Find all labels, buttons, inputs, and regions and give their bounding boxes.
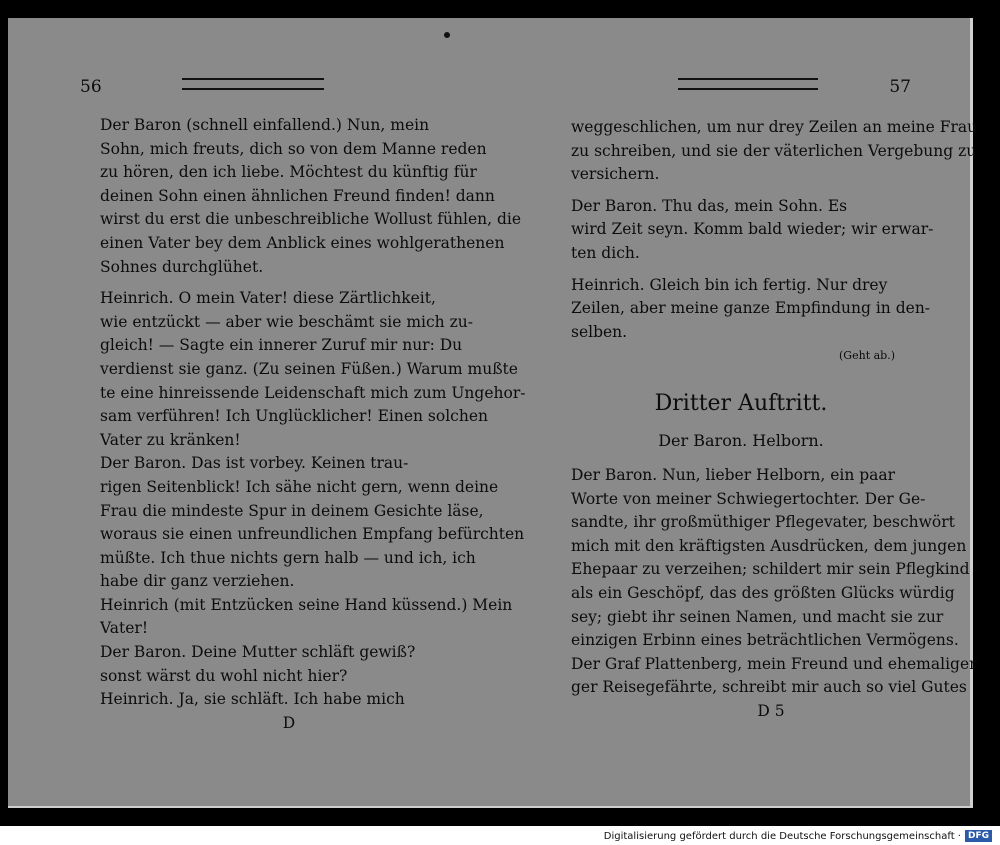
text-line: Heinrich. Ja, sie schläft. Ich habe mich [100, 690, 405, 709]
text-line: Heinrich (mit Entzücken seine Hand küssend.) Mein [100, 595, 513, 614]
right-header-rule [678, 78, 818, 90]
text-line: zu hören, den ich liebe. Möchtest du künftig für [100, 163, 477, 182]
signature-mark: D [282, 713, 296, 732]
left-page-number: 56 [80, 77, 102, 97]
book-spread [8, 18, 978, 808]
text-line: Vater! [100, 619, 149, 638]
left-page-text [100, 114, 526, 735]
text-line: woraus sie einen unfreundlichen Empfang befürchten [100, 525, 525, 544]
dfg-logo: DFG [965, 830, 992, 842]
text-line: weggeschlichen, um nur drey Zeilen an meine Frau [571, 118, 978, 136]
text-line: Zeilen, aber meine ganze Empfindung in den- [571, 299, 931, 318]
text-line: rigen Seitenblick! Ich sähe nicht gern, wenn deine [100, 477, 499, 496]
text-line: ger Reisegefährte, schreibt mir auch so viel Gutes [571, 678, 967, 697]
text-line: habe dir ganz verziehen. [100, 572, 295, 591]
text-line: ten dich. [571, 243, 640, 262]
text-line: Heinrich. O mein Vater! diese Zärtlichkeit, [100, 289, 436, 308]
right-page [566, 18, 978, 806]
text-line: Heinrich. Gleich bin ich fertig. Nur drey [571, 275, 888, 294]
text-line: verdienst sie ganz. (Zu seinen Füßen.) Warum mußte [100, 359, 518, 378]
text-line: selben. [571, 322, 628, 341]
text-line: müßte. Ich thue nichts gern halb — und ich, ich [100, 548, 476, 567]
text-line: Der Baron. Nun, lieber Helborn, ein paar [571, 465, 896, 484]
text-line: Der Graf Plattenberg, mein Freund und ehemaliger [571, 654, 977, 673]
text-line: sandte, ihr großmüthiger Pflegevater, beschwört [571, 513, 955, 532]
text-line: sonst wärst du wohl nicht hier? [100, 666, 348, 685]
text-line: einzigen Erbinn eines beträchtlichen Vermögens. [571, 631, 959, 650]
text-line: zu schreiben, und sie der väterlichen Vergebung zu [571, 141, 977, 160]
left-page [80, 18, 526, 806]
text-line: sam verführen! Ich Unglücklicher! Einen solchen [100, 407, 488, 426]
text-line: te eine hinreissende Leidenschaft mich zum Ungehor- [100, 383, 526, 402]
signature-mark: D 5 [757, 701, 785, 720]
text-line: wirst du erst die unbeschreibliche Wollust fühlen, die [100, 210, 522, 229]
text-line: Der Baron. Das ist vorbey. Keinen trau- [100, 454, 409, 473]
text-line: Der Baron. Thu das, mein Sohn. Es [571, 196, 848, 215]
text-line: Der Baron (schnell einfallend.) Nun, mein [100, 116, 430, 134]
text-line: Sohnes durchglühet. [100, 257, 264, 276]
right-page-number: 57 [889, 77, 911, 97]
footer-credit [604, 830, 992, 842]
ornament-mark [444, 32, 450, 38]
text-line: sey; giebt ihr seinen Namen, und macht sie zur [571, 607, 944, 626]
scene-title: Dritter Auftritt. [654, 390, 828, 416]
text-line: wird Zeit seyn. Komm bald wieder; wir erwar- [571, 220, 934, 239]
text-line: Ehepaar zu verzeihen; schildert mir sein Pflegkind [571, 560, 970, 579]
text-line: einen Vater bey dem Anblick eines wohlgerathenen [100, 233, 505, 252]
scene-persons: Der Baron. Helborn. [658, 430, 824, 450]
text-line: Worte von meiner Schwiegertochter. Der Ge- [571, 489, 926, 508]
text-line: als ein Geschöpf, das des größten Glücks würdig [571, 583, 955, 602]
stage-direction: (Geht ab.) [839, 349, 895, 363]
left-header-rule [182, 78, 324, 90]
right-page-text [571, 116, 978, 723]
footer-credit-text: Digitalisierung gefördert durch die Deutsche Forschungsgemeinschaft · [603, 830, 961, 842]
text-line: Der Baron. Deine Mutter schläft gewiß? [100, 643, 416, 662]
text-line: mich mit den kräftigsten Ausdrücken, dem jungen [571, 536, 967, 555]
text-line: wie entzückt — aber wie beschämt sie mich zu- [100, 312, 473, 331]
text-line: deinen Sohn einen ähnlichen Freund finden! dann [100, 186, 495, 205]
text-line: gleich! — Sagte ein innerer Zuruf mir nur: Du [100, 336, 463, 355]
text-line: Frau die mindeste Spur in deinem Gesichte läse, [100, 501, 484, 520]
text-line: Vater zu kränken! [100, 430, 241, 449]
text-line: Sohn, mich freuts, dich so von dem Manne reden [100, 139, 487, 158]
text-line: versichern. [571, 165, 660, 184]
